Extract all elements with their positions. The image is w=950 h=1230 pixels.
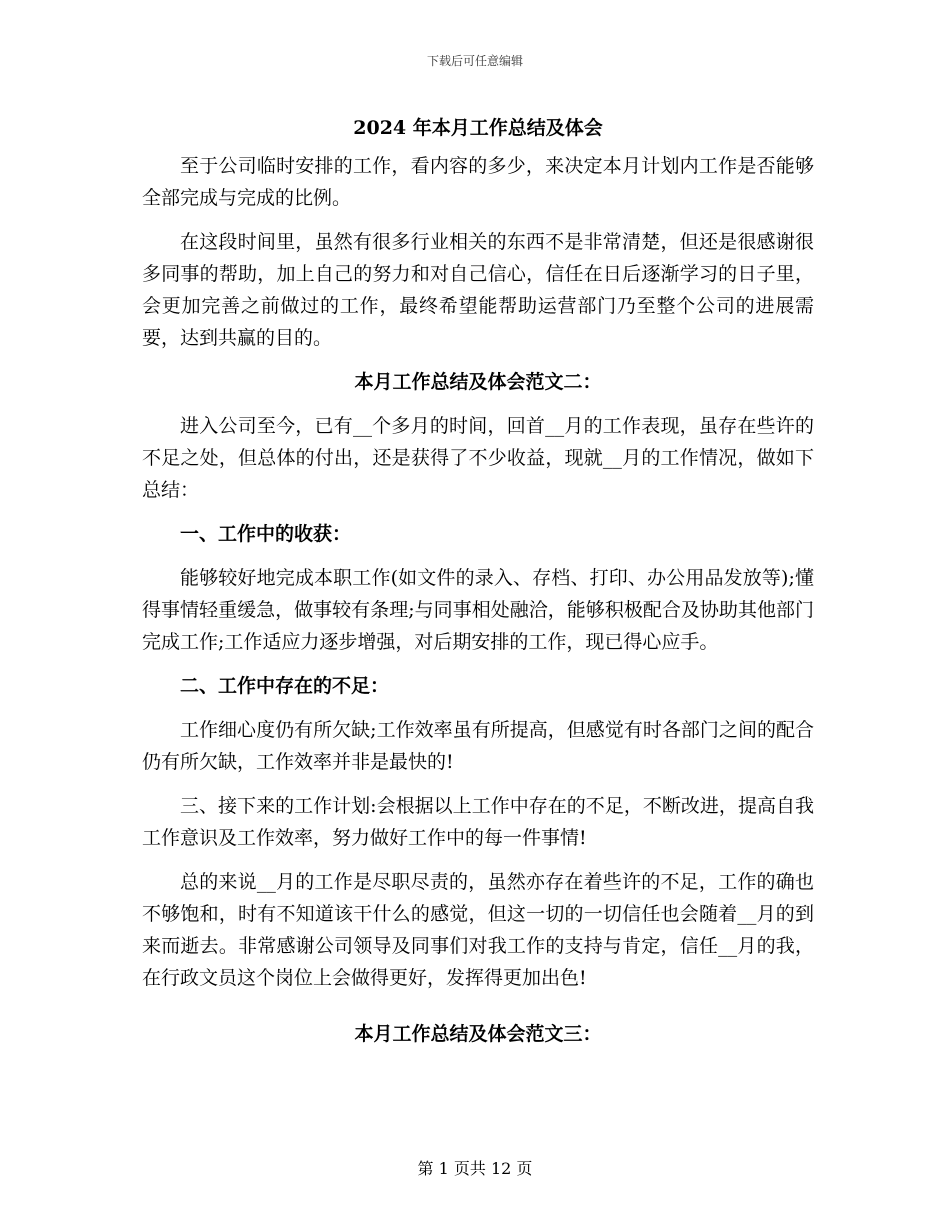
document-body bbox=[142, 112, 814, 1050]
paragraph-7: 总的来说__月的工作是尽职尽责的，虽然亦存在着些许的不足，工作的确也不够饱和，时有不知道该干什么的感觉，但这一切的一切信任也会随着__月的到来而逝去。非常感谢公司领导及同事们对我工作的支持与肯定，信任__月的我，在行政文员这个岗位上会做得更好，发挥得更加出色! bbox=[142, 871, 814, 989]
page-header: 下载后可任意编辑 bbox=[426, 54, 523, 68]
heading-2: 二、工作中存在的不足： bbox=[180, 675, 390, 697]
subtitle-3: 本月工作总结及体会范文三： bbox=[354, 1023, 602, 1045]
document-title: 2024 年本月工作总结及体会 bbox=[353, 117, 603, 139]
paragraph-3: 进入公司至今，已有__个多月的时间，回首__月的工作表现，虽存在些许的不足之处，但总体的付出，还是获得了不少收益，现就__月的工作情况，做如下总结： bbox=[142, 415, 814, 501]
paragraph-6: 三、接下来的工作计划:会根据以上工作中存在的不足，不断改进，提高自我工作意识及工作效率，努力做好工作中的每一件事情! bbox=[142, 795, 814, 849]
paragraph-1: 至于公司临时安排的工作，看内容的多少，来决定本月计划内工作是否能够全部完成与完成的比例。 bbox=[142, 155, 814, 209]
page-footer: 第 1 页共 12 页 bbox=[417, 1159, 533, 1178]
paragraph-5: 工作细心度仍有所欠缺;工作效率虽有所提高，但感觉有时各部门之间的配合仍有所欠缺，工作效率并非是最快的! bbox=[142, 719, 814, 773]
paragraph-4: 能够较好地完成本职工作(如文件的录入、存档、打印、办公用品发放等);懂得事情轻重缓急，做事较有条理;与同事相处融洽，能够积极配合及协助其他部门完成工作;工作适应力逐步增强，对后期安排的工作，现已得心应手。 bbox=[142, 567, 814, 653]
subtitle-2: 本月工作总结及体会范文二： bbox=[354, 371, 602, 393]
heading-1: 一、工作中的收获： bbox=[180, 523, 352, 545]
paragraph-2: 在这段时间里，虽然有很多行业相关的东西不是非常清楚，但还是很感谢很多同事的帮助，加上自己的努力和对自己信心，信任在日后逐渐学习的日子里，会更加完善之前做过的工作，最终希望能帮助运营部门乃至整个公司的进展需要，达到共赢的目的。 bbox=[142, 231, 814, 349]
